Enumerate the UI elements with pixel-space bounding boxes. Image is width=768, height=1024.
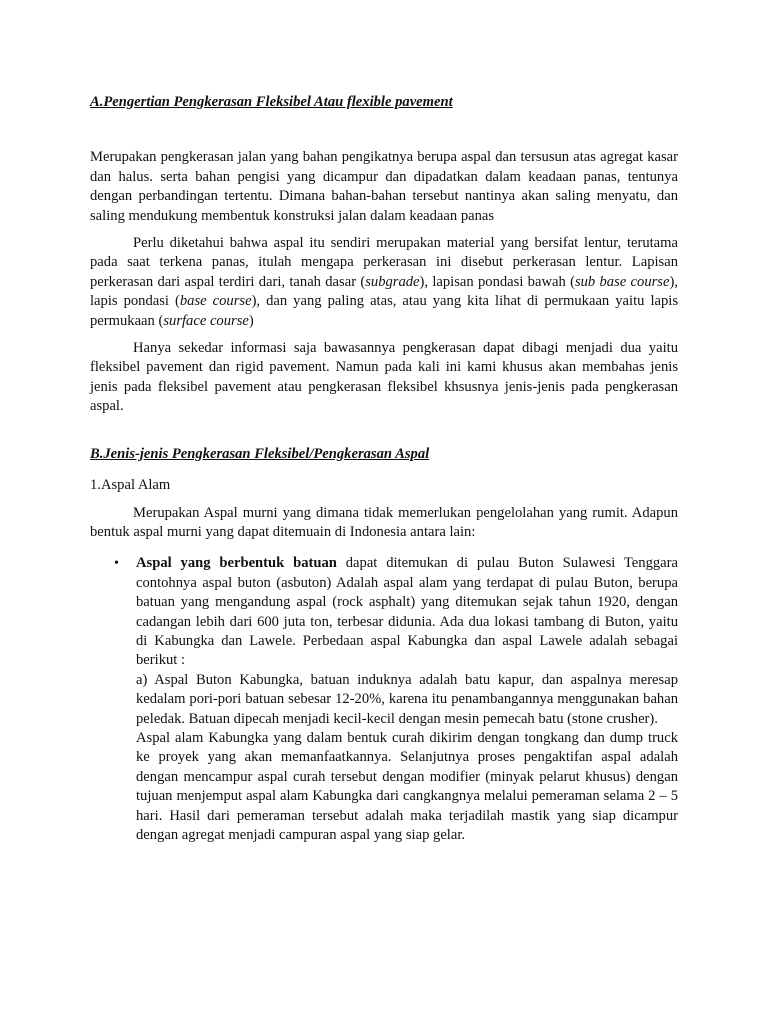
- paragraph-natural-asphalt: Merupakan Aspal murni yang dimana tidak memerlukan pengelolahan yang rumit. Adapun bentuk aspal murni yang dapat ditemuain di Indonesia antara lain:: [90, 504, 678, 540]
- spacer: [90, 464, 678, 476]
- italic-term-surface-course: surface course: [163, 312, 249, 329]
- spacer: [90, 112, 678, 148]
- bullet-continuation: Aspal alam Kabungka yang dalam bentuk curah dikirim dengan tongkang dan dump truck ke proyek yang akan memanfaatkannya. Selanjutnya proses pengaktifan aspal adalah dengan mencampur aspal curah tersebut dengan modifier (minyak pelarut khusus) dengan tujuan menjemput aspal alam Kabungka dari cangkangnya melalui pemeraman selama 2 – 5 hari. Hasil dari pemeraman tersebut adalah maka terjadilah mastik yang siap dicampur dengan agregat menjadi campuran aspal yang siap gelar.: [136, 729, 678, 843]
- text-run: ), lapis pondasi (: [90, 273, 678, 310]
- spacer: [90, 417, 678, 445]
- bullet-icon: •: [114, 556, 119, 572]
- bullet-subitem-a: a) Aspal Buton Kabungka, batuan induknya adalah batu kapur, dan aspalnya meresap kedalam pori-pori batuan sebesar 12-20%, karena itu penambangannya menggunakan bahan peledak. Batuan dipecah menjadi kecil-kecil dengan mesin pemecah batu (stone crusher).: [136, 671, 678, 727]
- italic-term-subgrade: subgrade: [365, 273, 420, 290]
- bullet-text: dapat ditemukan di pulau Buton Sulawesi Tenggara contohnya aspal buton (asbuton) Adalah aspal alam yang terdapat di pulau Buton, berupa batuan yang mengandung aspal (rock asphalt) yang ditemukan sejak tahun 1920, dengan cadangan lebih dari 600 juta ton, terbesar didunia. Ada dua lokasi tambang di Buton, yaitu di Kabungka dan Lawele. Perbedaan aspal Kabungka dan aspal Lawele adalah sebagai berikut :: [136, 555, 678, 669]
- section-heading-b: B.Jenis-jenis Pengkerasan Fleksibel/Pengkerasan Aspal: [90, 445, 430, 462]
- italic-term-sub-base-course: sub base course: [574, 273, 670, 290]
- bullet-item: [90, 554, 678, 845]
- bullet-bold-lead: Aspal yang berbentuk batuan: [136, 555, 337, 572]
- text-run: Perlu diketahui bahwa aspal itu sendiri merupakan material yang bersifat lentur, terutama pada saat terkena panas, itulah mengapa perkerasan ini disebut perkerasan lentur. Lapisan perkerasan dari aspal terdiri dari, tanah dasar (: [90, 235, 678, 290]
- section-heading-a: A.Pengertian Pengkerasan Fleksibel Atau flexible pavement: [90, 94, 453, 110]
- italic-term-base-course: base course: [179, 293, 252, 310]
- paragraph-pavement-types: Hanya sekedar informasi saja bawasannya pengkerasan dapat dibagi menjadi dua yaitu fleksibel pavement dan rigid pavement. Namun pada kali ini kami khusus akan membahas jenis jenis pada fleksibel pavement atau pengkerasan fleksibel khsusnya jenis-jenis pada pengkerasan aspal.: [90, 340, 678, 415]
- bullet-paragraph: [136, 554, 678, 670]
- spacer: [90, 496, 678, 504]
- paragraph-definition: Merupakan pengkerasan jalan yang bahan pengikatnya berupa aspal dan tersusun atas agregat kasar dan halus. serta bahan pengisi yang dicampur dan dipadatkan dalam keadaan panas, tentunya dengan perbandingan tertentu. Dimana bahan-bahan tersebut nantinya akan saling menyatu, dan saling mendukung membentuk konstruksi jalan dalam keadaan panas: [90, 149, 678, 224]
- spacer: [90, 542, 678, 554]
- document-content: [90, 93, 678, 845]
- paragraph-asphalt-layers: [90, 234, 678, 331]
- text-run: ), lapisan pondasi bawah (: [419, 273, 575, 290]
- text-run: ), dan yang paling atas, atau yang kita lihat di permukaan yaitu lapis permukaan (: [90, 293, 679, 329]
- text-run: ): [248, 312, 254, 329]
- spacer: [90, 226, 678, 234]
- spacer: [90, 331, 678, 339]
- subheading-aspal-alam: 1.Aspal Alam: [90, 477, 171, 494]
